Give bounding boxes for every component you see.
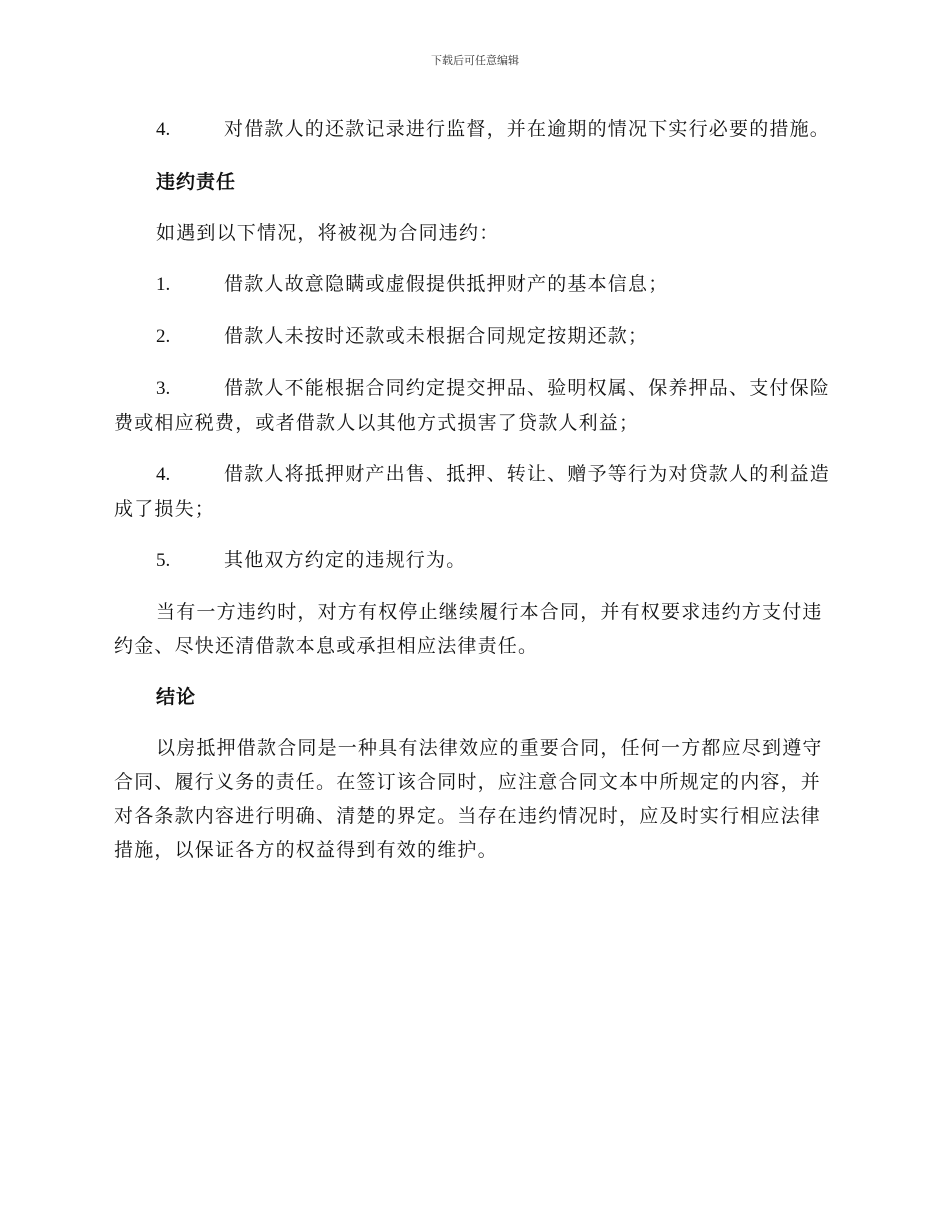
- list-number: 3.: [156, 378, 171, 399]
- conclusion-text: 以房抵押借款合同是一种具有法律效应的重要合同，任何一方都应尽到遵守合同、履行义务的责任。在签订该合同时，应注意合同文本中所规定的内容，并对各条款内容进行明确、清楚的界定。当存在违约情况时，应及时实行相应法律措施，以保证各方的权益得到有效的维护。: [114, 737, 823, 861]
- list-text: 其他双方约定的违规行为。: [224, 549, 467, 571]
- breach-closing: 当有一方违约时，对方有权停止继续履行本合同，并有权要求违约方支付违约金、尽快还清借款本息或承担相应法律责任。: [114, 601, 823, 657]
- section-heading-conclusion: 结论: [156, 686, 197, 708]
- list-item: [114, 319, 832, 354]
- list-text: 借款人未按时还款或未根据合同规定按期还款；: [224, 325, 649, 347]
- breach-intro: 如遇到以下情况，将被视为合同违约：: [156, 222, 500, 244]
- list-number: 1.: [156, 274, 171, 295]
- list-number: 2.: [156, 326, 171, 347]
- section-heading-breach: 违约责任: [156, 171, 237, 193]
- list-text: 借款人不能根据合同约定提交押品、验明权属、保养押品、支付保险费或相应税费，或者借款人以其他方式损害了贷款人利益；: [114, 377, 831, 434]
- list-number: 4.: [156, 464, 171, 485]
- list-item: [114, 371, 832, 440]
- list-item: [114, 543, 832, 578]
- list-item: [114, 457, 832, 526]
- page-header: 下载后可任意编辑: [431, 54, 519, 67]
- list-item: [114, 112, 832, 147]
- document-body: [114, 112, 832, 867]
- list-text: 对借款人的还款记录进行监督，并在逾期的情况下实行必要的措施。: [224, 118, 831, 140]
- list-number: 4.: [156, 119, 171, 140]
- list-number: 5.: [156, 550, 171, 571]
- list-item: [114, 267, 832, 302]
- list-text: 借款人将抵押财产出售、抵押、转让、赠予等行为对贷款人的利益造成了损失；: [114, 463, 831, 520]
- list-text: 借款人故意隐瞒或虚假提供抵押财产的基本信息；: [224, 273, 669, 295]
